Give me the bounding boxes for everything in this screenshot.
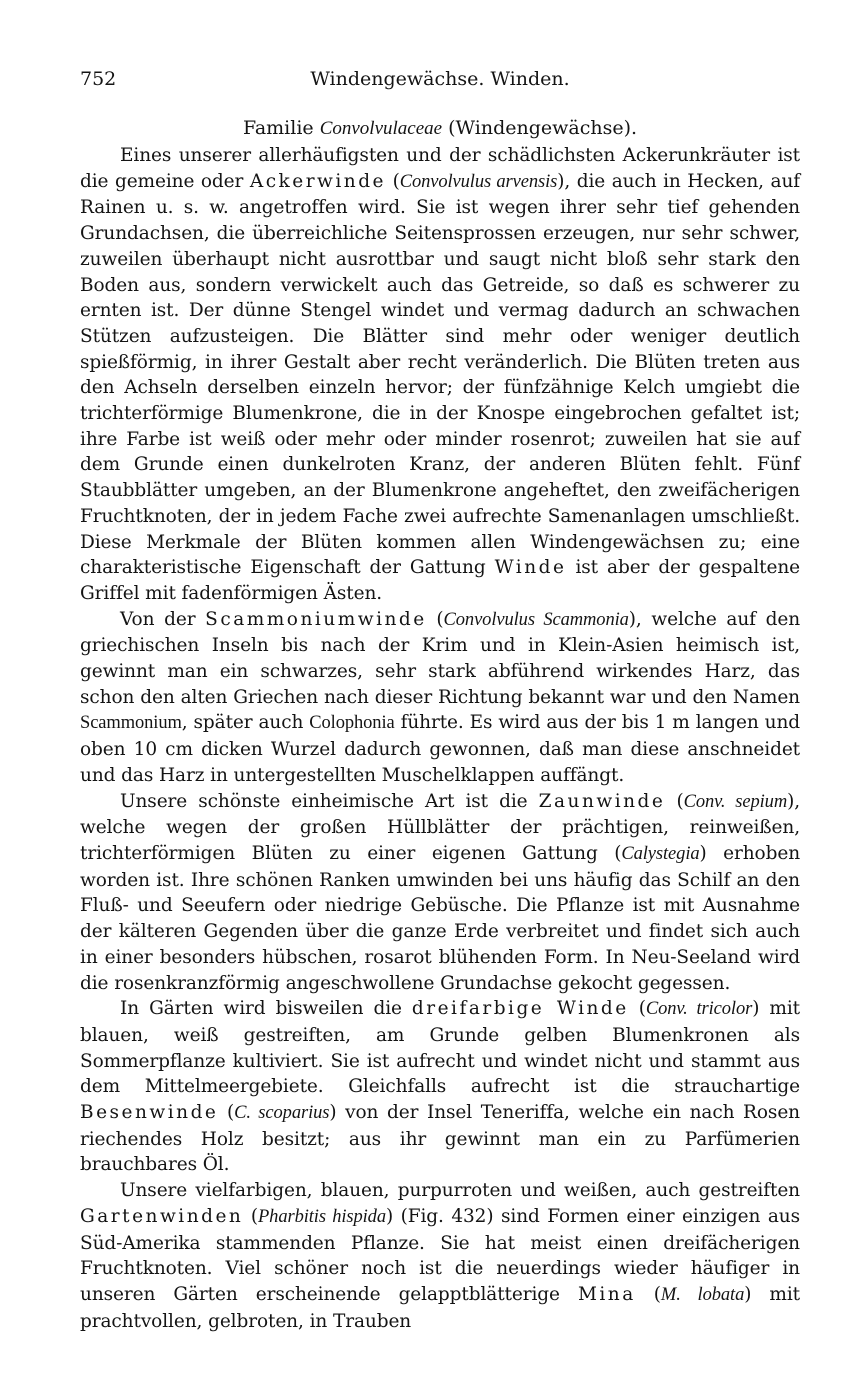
latin-name: Conv. sepium bbox=[683, 791, 788, 812]
heading-suffix: (Windengewächse). bbox=[442, 117, 638, 139]
text-run: ) erhoben worden ist. Ihre schönen Ranken umwinden bei uns häufig das Schilf an den Fluß- und Seeufern oder niedrige Gebüsche. Die Pflanze ist mit Ausnahme der kälteren Gegenden über die ganze Erde verbreitet und findet sich auch in einer besonders hübschen, rosarot blühenden Form. In Neu-Seeland wird die rosenkranzförmig angeschwollene Grundachse gekocht gegessen. bbox=[80, 842, 801, 994]
paragraph-scammoniumwinde bbox=[80, 607, 800, 789]
text-run: führte. Es wird aus der bis 1 m langen und oben 10 cm dicken Wurzel dadurch gewonnen, daß man diese anschneidet und das Harz in untergestellten Muschelklappen auffängt. bbox=[80, 712, 801, 786]
spaced-term: Besenwinde bbox=[80, 1102, 219, 1124]
latin-name: C. scoparius bbox=[234, 1103, 330, 1124]
heading-prefix: Familie bbox=[242, 117, 320, 139]
paragraph-gartenwinden bbox=[80, 1178, 800, 1334]
text-run: ( bbox=[386, 170, 400, 192]
text-run: ) mit prachtvollen, gelbroten, in Trauben bbox=[80, 1283, 800, 1332]
page-number: 752 bbox=[80, 68, 117, 90]
text-run: ), welche wegen der großen Hüllblätter der prächtigen, reinweißen, trichterförmigen Blüten zu einer eigenen Gattung ( bbox=[80, 790, 800, 864]
heading-latin-name: Convolvulaceae bbox=[319, 118, 443, 139]
spaced-term: Gartenwinden bbox=[80, 1205, 244, 1227]
text-run: Eines unserer allerhäufigsten und der schädlichsten Ackerunkräuter ist die gemeine oder bbox=[80, 145, 800, 192]
text-run: ( bbox=[243, 1205, 258, 1227]
text-run: , später auch bbox=[181, 712, 310, 734]
roman-term: Colophonia bbox=[309, 713, 395, 734]
page-header bbox=[80, 68, 800, 98]
spaced-term: Ackerwinde bbox=[249, 170, 387, 192]
latin-name: M. lobata bbox=[660, 1284, 745, 1305]
text-run: ( bbox=[635, 1283, 661, 1305]
text-run: ist aber der gespaltene Griffel mit fadenförmigen Ästen. bbox=[80, 557, 800, 604]
paragraph-dreifarbige-winde bbox=[80, 996, 800, 1178]
spaced-term: Scammoniumwinde bbox=[205, 608, 427, 630]
latin-name: Convolvulus arvensis bbox=[399, 171, 558, 192]
text-run: ( bbox=[426, 608, 444, 630]
text-run: Unsere vielfarbigen, blauen, purpurroten und weißen, auch gestreiften bbox=[120, 1180, 800, 1202]
spaced-term: Winde bbox=[494, 557, 567, 579]
roman-term: Scammonium bbox=[80, 713, 182, 734]
text-run: ) mit blauen, weiß gestreiften, am Grunde gelben Blumenkronen als Sommerpflanze kultiviert. Sie ist aufrecht und windet nicht und stammt aus dem Mittelmeergebiete. Gleichfalls aufrecht ist die strauchartige bbox=[80, 998, 800, 1098]
text-run: Unsere schönste einheimische Art ist die bbox=[120, 790, 539, 812]
running-title: Windengewächse. Winden. bbox=[310, 68, 570, 90]
text-run: Von der bbox=[120, 608, 206, 630]
paragraph-ackerwinde bbox=[80, 143, 800, 607]
text-run: ) (Fig. 432) sind Formen einer einzigen aus Süd-Amerika stammenden Pflanze. Sie hat meist einen dreifächerigen Fruchtknoten. Viel schöner noch ist die neuerdings wieder häufiger in unseren Gärten erscheinende gelapptblätterige bbox=[80, 1205, 800, 1305]
latin-name: Convolvulus Scammonia bbox=[443, 609, 629, 630]
text-run: ) von der Insel Teneriffa, welche ein nach Rosen riechendes Holz besitzt; aus ihr gewinnt man ein zu Parfümerien brauchbares Öl. bbox=[80, 1102, 800, 1176]
spaced-term: dreifarbige Winde bbox=[411, 998, 629, 1020]
latin-name: Pharbitis hispida bbox=[257, 1206, 386, 1227]
text-run: ( bbox=[628, 998, 646, 1020]
paragraph-zaunwinde bbox=[80, 789, 800, 997]
spaced-term: Zaunwinde bbox=[538, 790, 666, 812]
text-run: ( bbox=[218, 1102, 235, 1124]
latin-name: Conv. tricolor bbox=[645, 999, 753, 1020]
body-text bbox=[80, 143, 800, 1334]
text-run: ), die auch in Hecken, auf Rainen u. s. w. angetroffen wird. Sie ist wegen ihrer sehr tief gehenden Grundachsen, die überreichliche Seitensprossen erzeugen, nur sehr schwer, zuweilen überhaupt nicht ausrottbar und saugt nicht bloß sehr stark den Boden aus, sondern verwickelt auch das Getreide, so daß es schwerer zu ernten ist. Der dünne Stengel windet und vermag dadurch an schwachen Stützen aufzusteigen. Die Blätter sind mehr oder weniger deutlich spießförmig, in ihrer Gestalt aber recht veränderlich. Die Blüten treten aus den Achseln derselben einzeln hervor; der fünfzähnige Kelch umgiebt die trichterförmige Blumenkrone, die in der Knospe eingebrochen gefaltet ist; ihre Farbe ist weiß oder mehr oder minder rosenrot; zuweilen hat sie auf dem Grunde einen dunkelroten Kranz, der anderen Blüten fehlt. Fünf Staubblätter umgeben, an der Blumenkrone angeheftet, den zweifächerigen Fruchtknoten, der in jedem Fache zwei aufrechte Samenanlagen umschließt. Diese Merkmale der Blüten kommen allen Windengewächsen zu; eine charakteristische Eigenschaft der Gattung bbox=[80, 170, 801, 579]
text-run: ), welche auf den griechischen Inseln bis nach der Krim und in Klein-Asien heimisch ist, gewinnt man ein schwarzes, sehr stark abführend wirkendes Harz, das schon den alten Griechen nach dieser Richtung bekannt war und den Namen bbox=[80, 608, 801, 708]
text-run: In Gärten wird bisweilen die bbox=[120, 998, 412, 1020]
spaced-term: Mina bbox=[577, 1283, 636, 1305]
text-run: ( bbox=[665, 790, 684, 812]
section-heading bbox=[80, 117, 800, 140]
latin-name: Calystegia bbox=[621, 843, 700, 864]
